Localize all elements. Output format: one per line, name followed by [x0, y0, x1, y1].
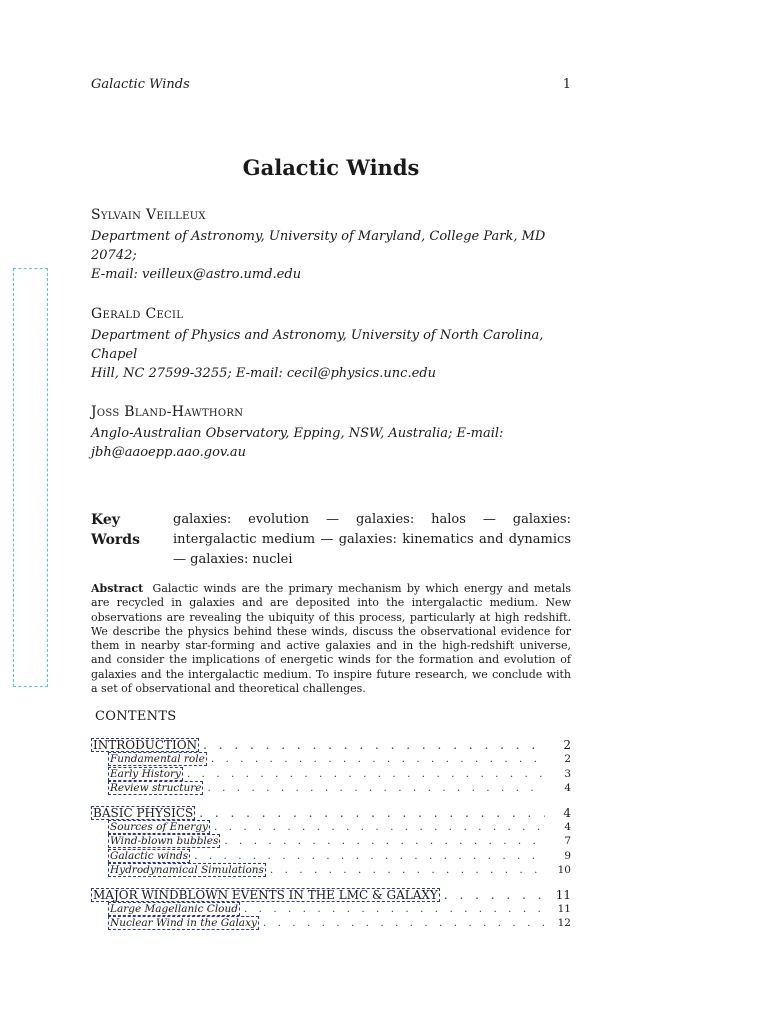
affiliation-line: Department of Astronomy, University of Maryland, College Park, MD 20742;	[91, 229, 546, 263]
toc-leader	[211, 752, 545, 766]
abstract-label: Abstract	[91, 582, 144, 595]
author-affiliation	[91, 326, 571, 383]
toc-subsection	[91, 849, 571, 863]
author-affiliation	[91, 227, 571, 284]
page-number: 1	[562, 77, 571, 92]
toc-section-link[interactable]: INTRODUCTION	[93, 738, 198, 752]
toc-subsection-link[interactable]: Large Magellanic Cloud	[110, 902, 238, 915]
toc-leader	[244, 902, 545, 916]
toc-subsection	[91, 902, 571, 916]
toc-section-link[interactable]: MAJOR WINDBLOWN EVENTS IN THE LMC & GALAXY	[93, 887, 438, 902]
toc-section	[91, 806, 571, 820]
toc-page-number: 7	[564, 835, 571, 848]
toc-subsection-link[interactable]: Nuclear Wind in the Galaxy	[110, 917, 257, 930]
toc-section	[91, 888, 571, 902]
author-block	[91, 404, 571, 462]
toc-leader	[187, 767, 545, 781]
table-of-contents	[91, 738, 571, 941]
toc-page-number: 3	[564, 767, 571, 780]
toc-leader	[270, 863, 545, 877]
affiliation-line: Hill, NC 27599-3255; E-mail: cecil@physics.unc.edu	[91, 366, 436, 381]
author-name: Sylvain Veilleux	[91, 207, 206, 223]
keywords-block	[91, 510, 571, 570]
toc-subsection	[91, 781, 571, 795]
abstract-block	[91, 582, 571, 696]
toc-page-number: 12	[557, 917, 571, 930]
toc-subsection	[91, 916, 571, 930]
toc-subsection-link[interactable]: Early History	[110, 767, 181, 780]
toc-subsection	[91, 767, 571, 781]
toc-subsection-link[interactable]: Galactic winds	[110, 849, 189, 862]
toc-page-number: 11	[557, 902, 571, 915]
author-affiliation	[91, 424, 571, 462]
affiliation-line: Department of Physics and Astronomy, University of North Carolina, Chapel	[91, 328, 544, 362]
toc-leader	[194, 849, 545, 863]
author-block	[91, 306, 571, 383]
margin-annotation-box	[13, 268, 48, 687]
toc-page-number: 4	[564, 820, 571, 833]
contents-heading: CONTENTS	[95, 709, 177, 724]
toc-page-number: 4	[563, 805, 571, 820]
toc-subsection-link[interactable]: Review structure	[110, 782, 202, 795]
toc-leader	[207, 781, 545, 795]
affiliation-line: E-mail: veilleux@astro.umd.edu	[91, 267, 302, 282]
toc-subsection	[91, 752, 571, 766]
toc-leader	[214, 820, 545, 834]
toc-group	[91, 888, 571, 931]
toc-subsection	[91, 820, 571, 834]
author-block	[91, 207, 571, 284]
toc-subsection-link[interactable]: Sources of Energy	[110, 820, 208, 833]
toc-leader	[199, 806, 545, 820]
author-name: Gerald Cecil	[91, 306, 184, 322]
toc-subsection	[91, 834, 571, 848]
toc-leader	[203, 738, 545, 752]
toc-page-number: 9	[564, 849, 571, 862]
toc-section-link[interactable]: BASIC PHYSICS	[93, 805, 194, 820]
toc-leader	[224, 834, 545, 848]
paper-title: Galactic Winds	[242, 155, 420, 180]
toc-page-number: 11	[555, 887, 571, 902]
toc-leader	[444, 888, 545, 902]
toc-subsection-link[interactable]: Wind-blown bubbles	[110, 835, 219, 848]
toc-page-number: 10	[557, 864, 571, 877]
toc-group	[91, 738, 571, 796]
keywords-text: galaxies: evolution — galaxies: halos — galaxies: intergalactic medium — galaxies: kinematics and dynamics — galaxies: nuclei	[173, 512, 571, 567]
toc-group	[91, 806, 571, 878]
affiliation-line: jbh@aaoepp.aao.gov.au	[91, 445, 246, 460]
toc-section	[91, 738, 571, 752]
affiliation-line: Anglo-Australian Observatory, Epping, NSW, Australia; E-mail:	[91, 426, 504, 441]
toc-subsection-link[interactable]: Fundamental role	[110, 753, 205, 766]
keywords-label: Key Words	[91, 512, 140, 548]
toc-page-number: 2	[563, 738, 571, 752]
toc-page-number: 4	[564, 782, 571, 795]
toc-subsection-link[interactable]: Hydrodynamical Simulations	[110, 864, 264, 877]
running-title: Galactic Winds	[91, 77, 190, 92]
toc-leader	[263, 916, 545, 930]
abstract-text: Galactic winds are the primary mechanism by which energy and metals are recycled in galaxies and are deposited into the intergalactic medium. New observations are revealing the ubiquity of this process, particularly at high redshift. We describe the physics behind these winds, discuss the observational evidence for them in nearby star-forming and active galaxies and in the high-redshift universe, and consider the implications of energetic winds for the formation and evolution of galaxies and the intergalactic medium. To inspire future research, we conclude with a set of observational and theoretical challenges.	[91, 582, 572, 696]
toc-subsection	[91, 863, 571, 877]
toc-page-number: 2	[564, 753, 571, 766]
author-name: Joss Bland-Hawthorn	[91, 404, 244, 420]
